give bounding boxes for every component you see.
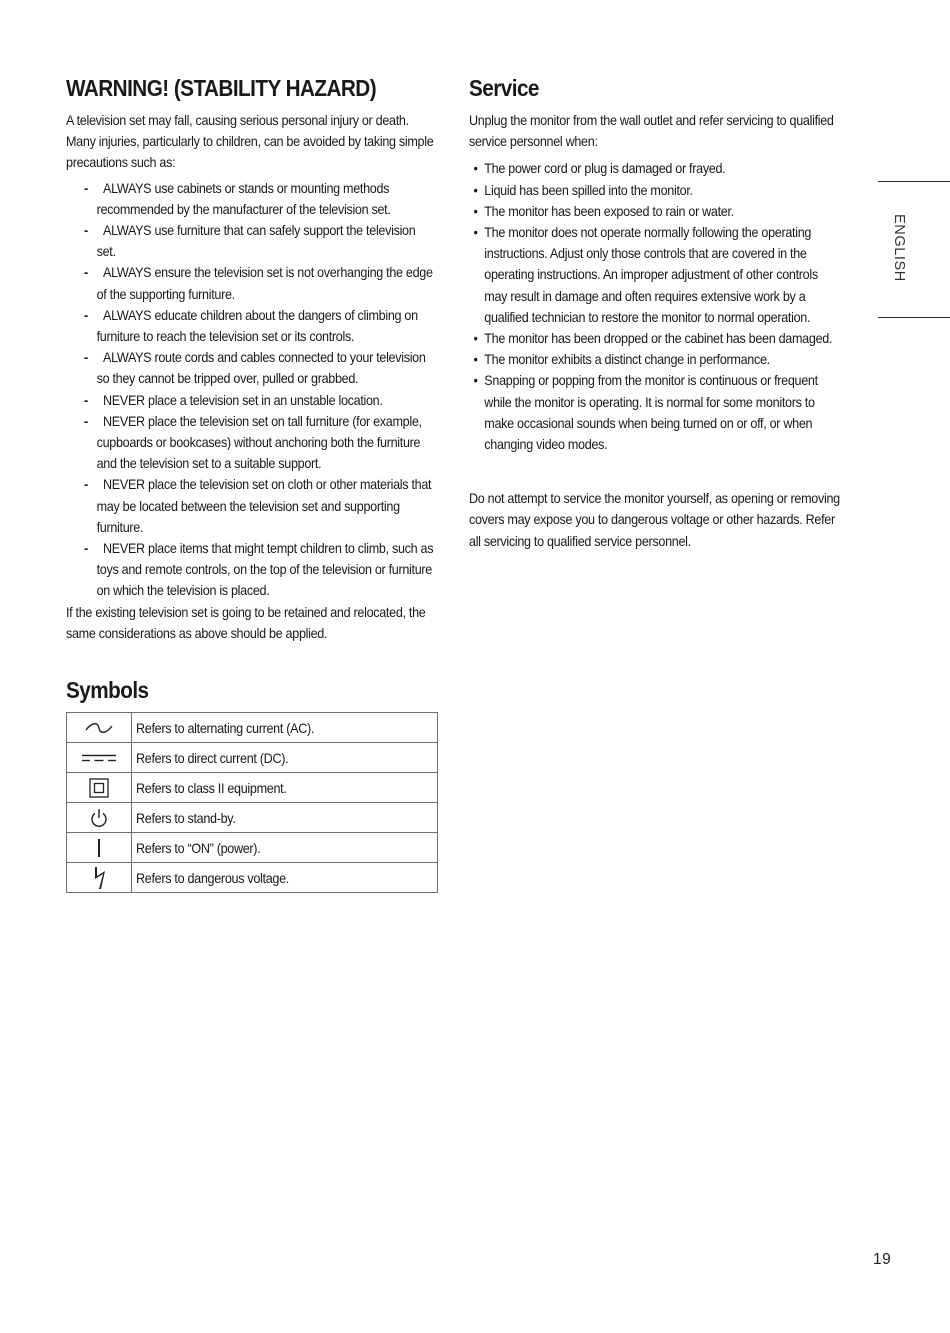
ac-current-icon xyxy=(84,722,114,734)
list-item: • Liquid has been spilled into the monitor. xyxy=(473,181,693,198)
table-row xyxy=(67,833,438,863)
symbol-label: Refers to alternating current (AC). xyxy=(136,719,315,736)
dangerous-voltage-icon xyxy=(92,866,106,890)
dc-current-icon xyxy=(81,753,117,763)
language-label: ENGLISH xyxy=(891,214,907,282)
power-on-icon xyxy=(96,838,102,858)
service-body xyxy=(469,110,841,552)
table-row xyxy=(67,713,438,743)
symbol-label: Refers to “ON” (power). xyxy=(136,839,261,856)
tab-divider xyxy=(878,181,950,182)
list-item: - ALWAYS ensure the television set is not overhanging the edge of the supporting furniture. xyxy=(84,264,433,302)
warning-list xyxy=(66,178,438,602)
warning-body xyxy=(66,110,438,644)
class-ii-equipment-icon xyxy=(89,778,109,798)
standby-icon xyxy=(90,808,108,828)
list-item: - NEVER place items that might tempt children to climb, such as toys and remote controls, on the top of the television or furniture on which the television is placed. xyxy=(84,540,434,599)
service-heading: Service xyxy=(469,75,539,101)
symbol-label: Refers to dangerous voltage. xyxy=(136,869,289,886)
symbols-heading: Symbols xyxy=(66,677,149,704)
table-row xyxy=(67,773,438,803)
list-item: • The monitor does not operate normally following the operating instructions. Adjust only those controls that are covered in the operating instructions. An improper adjustment of other controls may result in damage and often requires extensive work by a qualified technician to restore the monitor to normal operation. xyxy=(473,224,818,325)
service-intro: Unplug the monitor from the wall outlet and refer servicing to qualified service personnel when: xyxy=(469,112,834,150)
service-outro: Do not attempt to service the monitor yourself, as opening or removing covers may expose you to dangerous voltage or other hazards. Refer all servicing to qualified service personnel. xyxy=(469,490,840,549)
list-item: • The monitor has been dropped or the cabinet has been damaged. xyxy=(473,330,833,347)
language-tab xyxy=(878,181,950,318)
table-row xyxy=(67,743,438,773)
symbol-label: Refers to class II equipment. xyxy=(136,779,287,796)
page-number: 19 xyxy=(873,1251,892,1268)
right-column xyxy=(469,72,841,552)
list-item: • The power cord or plug is damaged or frayed. xyxy=(473,160,726,177)
list-item: - NEVER place a television set in an unstable location. xyxy=(84,391,383,408)
table-row xyxy=(67,803,438,833)
list-item: • The monitor has been exposed to rain or water. xyxy=(473,202,734,219)
list-item: - ALWAYS use furniture that can safely support the television set. xyxy=(84,222,416,260)
warning-outro: If the existing television set is going to be retained and relocated, the same considerations as above should be applied. xyxy=(66,603,426,641)
list-item: - ALWAYS use cabinets or stands or mounting methods recommended by the manufacturer of the television set. xyxy=(84,179,391,217)
warning-heading: WARNING! (STABILITY HAZARD) xyxy=(66,75,377,101)
service-list xyxy=(469,158,841,455)
warning-intro: A television set may fall, causing serious personal injury or death. Many injuries, particularly to children, can be avoided by taking simple precautions such as: xyxy=(66,112,434,171)
list-item: - NEVER place the television set on cloth or other materials that may be located between the television set and supporting furniture. xyxy=(84,476,432,535)
symbol-label: Refers to stand-by. xyxy=(136,809,236,826)
symbols-table xyxy=(66,712,438,893)
symbol-label: Refers to direct current (DC). xyxy=(136,749,289,766)
list-item: • The monitor exhibits a distinct change in performance. xyxy=(473,351,770,368)
left-column xyxy=(66,72,438,893)
list-item: • Snapping or popping from the monitor is continuous or frequent while the monitor is operating. It is normal for some monitors to make occasional sounds when being turned on or off, or when changing video modes. xyxy=(473,372,818,453)
list-item: - NEVER place the television set on tall furniture (for example, cupboards or bookcases) without anchoring both the furniture and the television set to a suitable support. xyxy=(84,412,422,472)
list-item: - ALWAYS educate children about the dangers of climbing on furniture to reach the television set or its controls. xyxy=(84,306,418,345)
table-row xyxy=(67,863,438,893)
tab-divider xyxy=(878,317,950,318)
list-item: - ALWAYS route cords and cables connected to your television so they cannot be tripped over, pulled or grabbed. xyxy=(84,349,426,387)
